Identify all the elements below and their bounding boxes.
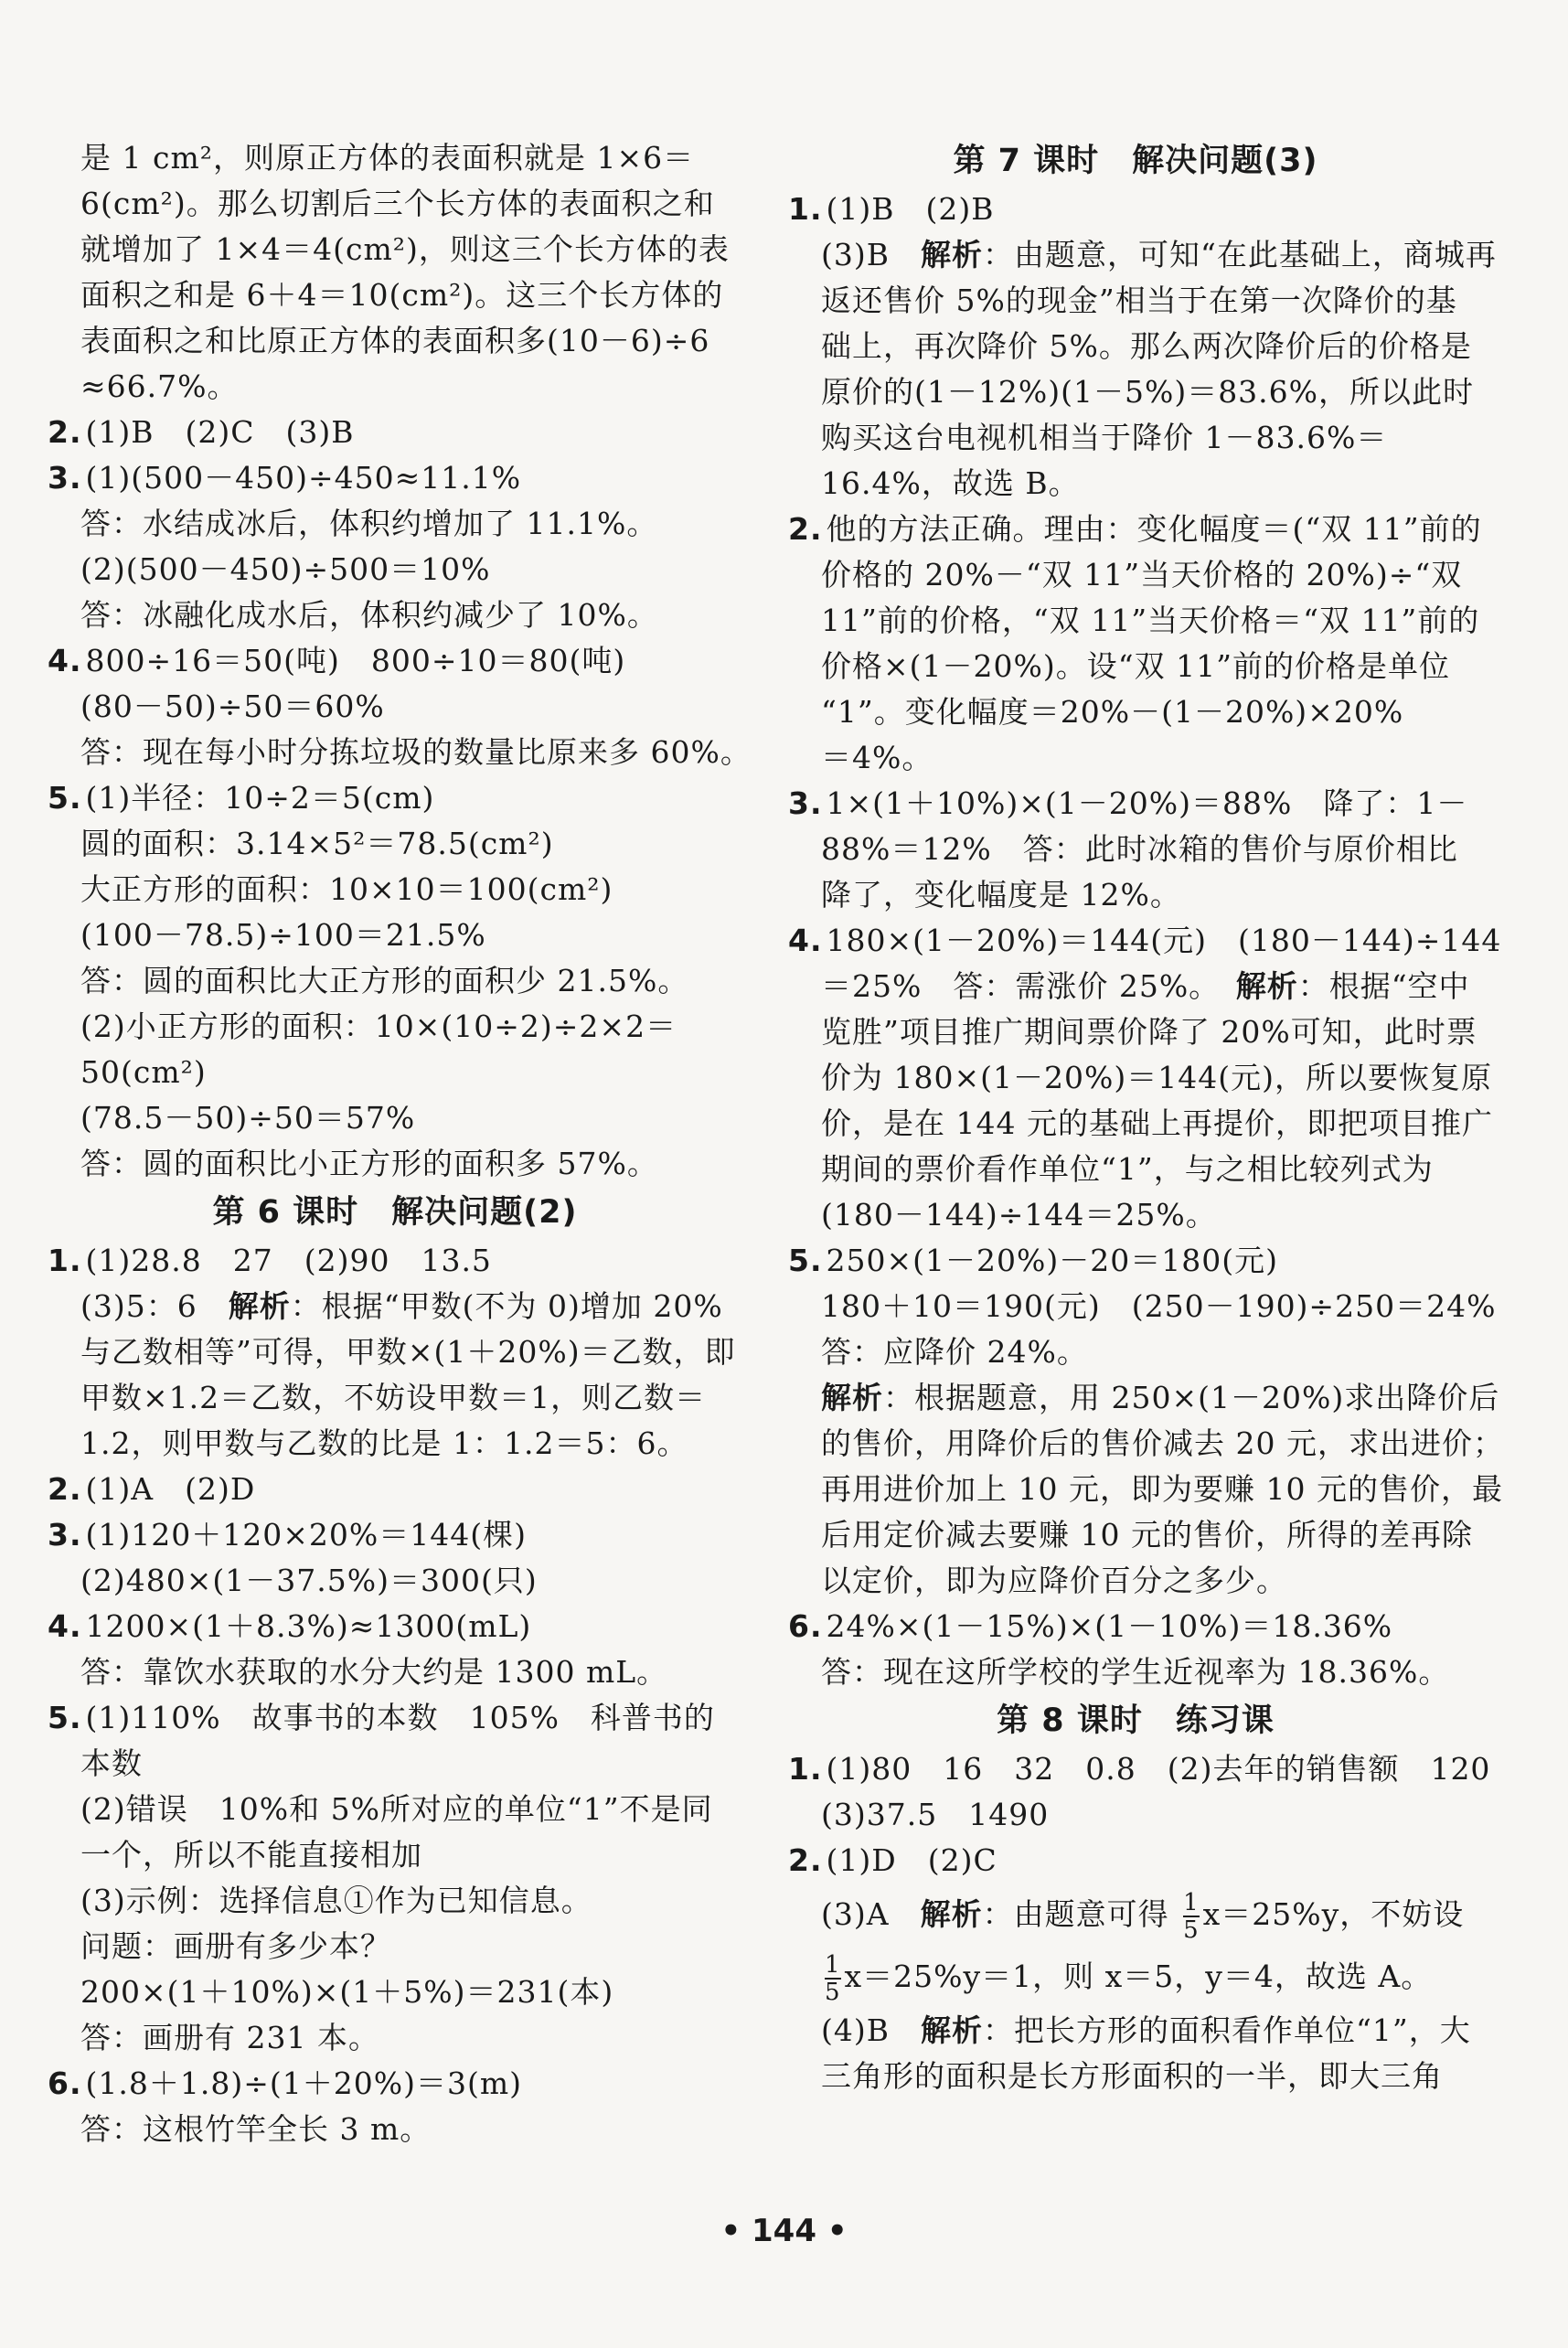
text-run: 价格的 20%－“双 11”当天价格的 20%)÷“双 [821, 557, 1463, 592]
answer-line [48, 227, 742, 272]
answer-line [48, 1004, 742, 1050]
question-number: 3. [48, 460, 82, 496]
answer-line [48, 1924, 742, 1969]
text-run: (2)小正方形的面积：10×(10÷2)÷2×2＝ [80, 1009, 677, 1044]
text-run: (1)80 16 32 0.8 (2)去年的销售额 120 [826, 1751, 1491, 1787]
answer-line [788, 1192, 1483, 1238]
answer-line [788, 781, 1483, 827]
text-run: (3)37.5 1490 [821, 1797, 1050, 1832]
text-run: (1)D (2)C [826, 1842, 997, 1878]
answer-line [48, 1558, 742, 1604]
text-run: 答：靠饮水获取的水分大约是 1300 mL。 [80, 1654, 668, 1690]
section-heading: 第 7 课时 解决问题(3) [953, 143, 1318, 179]
text-run: 价为 180×(1－20%)＝144(元)，所以要恢复原 [821, 1060, 1492, 1095]
answer-line [48, 318, 742, 364]
left-column [48, 135, 752, 2152]
text-run: (1.8＋1.8)÷(1＋20%)＝3(m) [85, 2065, 522, 2101]
answer-line [48, 684, 742, 730]
answer-line [788, 1147, 1483, 1192]
answer-line [788, 1421, 1504, 1467]
answer-line [788, 1946, 1483, 2008]
answer-line [788, 1284, 1497, 1329]
text-run: 础上，再次降价 5%。那么两次降价后的价格是 [821, 328, 1472, 364]
text-run: 24%×(1－15%)×(1－10%)＝18.36% [826, 1608, 1393, 1644]
text-run: 答：现在每小时分拣垃圾的数量比原来多 60%。 [80, 734, 752, 770]
text-run: 期间的票价看作单位“1”，与之相比较列式为 [821, 1151, 1434, 1187]
answer-line [48, 1878, 742, 1924]
text-run: 圆的面积：3.14×5²＝78.5(cm²) [80, 826, 554, 861]
text-run: (100－78.5)÷100＝21.5% [80, 917, 486, 953]
text-run: (1)半径：10÷2＝5(cm) [85, 780, 435, 816]
answer-line [788, 2008, 1483, 2054]
answer-line [48, 2061, 742, 2107]
answer-line [788, 415, 1483, 461]
answer-line [48, 547, 742, 592]
answer-line [788, 1055, 1492, 1101]
answer-line [48, 958, 742, 1004]
answer-line [788, 598, 1483, 644]
answer-line [48, 181, 742, 227]
answer-line [788, 644, 1483, 689]
answer-line [788, 689, 1483, 735]
text-run: 就增加了 1×4＝4(cm²)，则这三个长方体的表 [80, 231, 730, 267]
answer-line [788, 1649, 1483, 1695]
text-run: 答：应降价 24%。 [821, 1334, 1088, 1370]
analysis-label: 解析 [921, 2012, 983, 2048]
answer-line [788, 1101, 1493, 1147]
text-run: ：根据“空中 [1297, 968, 1470, 1004]
text-run: x＝25%y，不妨设 [1202, 1896, 1465, 1932]
text-run: 答：圆的面积比大正方形的面积少 21.5%。 [80, 963, 689, 998]
text-run: 购买这台电视机相当于降价 1－83.6%＝ [821, 420, 1388, 455]
text-run: 与乙数相等”可得，甲数×(1＋20%)＝乙数，即 [80, 1334, 736, 1370]
text-run: 16.4%，故选 B。 [821, 465, 1080, 501]
question-number: 3. [48, 1517, 82, 1553]
answer-line [48, 1512, 742, 1558]
answer-line [788, 1746, 1491, 1792]
text-run: ≈66.7%。 [80, 368, 239, 404]
question-number: 1. [48, 1243, 82, 1278]
answer-line [48, 1787, 742, 1832]
answer-line [788, 918, 1502, 964]
answer-line [788, 735, 1483, 781]
text-run: 答：冰融化成水后，体积约减少了 10%。 [80, 597, 658, 633]
text-run: ＝4%。 [821, 740, 933, 775]
answer-line [788, 1009, 1483, 1055]
answer-line [48, 410, 742, 455]
answer-line [48, 1695, 742, 1741]
question-number: 1. [788, 191, 823, 227]
text-run: (4)B [821, 2012, 921, 2048]
text-run: 原价的(1－12%)(1－5%)＝83.6%，所以此时 [821, 374, 1475, 410]
text-run: (1)(500－450)÷450≈11.1% [85, 460, 522, 496]
answer-line [788, 507, 1483, 552]
answer-line [788, 369, 1483, 415]
text-run: 200×(1＋10%)×(1＋5%)＝231(本) [80, 1974, 614, 2010]
answer-line [48, 638, 742, 684]
text-run: (1)120＋120×20%＝144(棵) [85, 1517, 527, 1553]
answer-line [48, 1832, 742, 1878]
answer-line [48, 1604, 742, 1649]
answer-line [48, 821, 742, 867]
analysis-label: 解析 [821, 1380, 883, 1415]
question-number: 6. [48, 2065, 82, 2101]
text-run: (2)480×(1－37.5%)＝300(只) [80, 1563, 538, 1598]
text-run: 本数 [80, 1745, 143, 1781]
text-run: 甲数×1.2＝乙数，不妨设甲数＝1，则乙数＝ [80, 1380, 707, 1415]
question-number: 6. [788, 1608, 823, 1644]
answer-line [788, 1558, 1483, 1604]
question-number: 4. [48, 1608, 82, 1644]
answer-line [788, 964, 1483, 1009]
answer-line [788, 232, 1497, 278]
text-run: 大正方形的面积：10×10＝100(cm²) [80, 871, 613, 907]
text-run: (1)110% 故事书的本数 105% 科普书的 [85, 1700, 715, 1735]
text-run: 的售价，用降价后的售价减去 20 元，求出进价； [821, 1425, 1504, 1461]
answer-line [788, 324, 1483, 369]
answer-line [788, 1238, 1483, 1284]
answer-line [48, 1741, 742, 1787]
answer-line [48, 775, 742, 821]
text-run: 1.2，则甲数与乙数的比是 1：1.2＝5：6。 [80, 1425, 688, 1461]
answer-line [48, 1467, 742, 1512]
text-run: ：由题意可得 [982, 1896, 1180, 1932]
question-number: 2. [48, 1471, 82, 1507]
answer-line [788, 1604, 1483, 1649]
answer-line [788, 2054, 1483, 2099]
answer-line [48, 1141, 742, 1187]
text-run: (1)A (2)D [85, 1471, 256, 1507]
text-run: 答：画册有 231 本。 [80, 2020, 379, 2055]
answer-line [48, 135, 742, 181]
answer-line [788, 278, 1483, 324]
text-run: 180＋10＝190(元) (250－190)÷250＝24% [821, 1288, 1497, 1324]
answer-line [48, 272, 742, 318]
answer-line [48, 730, 752, 775]
answer-line [788, 1792, 1483, 1838]
question-number: 5. [788, 1243, 823, 1278]
answer-line [48, 1421, 742, 1467]
analysis-label: 解析 [920, 1896, 983, 1932]
text-run: (1)B (2)C (3)B [85, 414, 355, 450]
answer-line [788, 552, 1483, 598]
text-run: 答：这根竹竿全长 3 m。 [80, 2111, 432, 2147]
question-number: 4. [48, 643, 82, 678]
question-number: 2. [788, 1842, 823, 1878]
analysis-label: 解析 [1235, 968, 1298, 1004]
fraction-numerator: 1 [825, 1951, 841, 1979]
section-heading: 第 8 课时 练习课 [997, 1702, 1275, 1739]
text-run: 览胜”项目推广期间票价降了 20%可知，此时票 [821, 1014, 1477, 1050]
text-run: (1)B (2)B [826, 191, 995, 227]
text-run: 88%＝12% 答：此时冰箱的售价与原价相比 [821, 831, 1458, 867]
answer-line [48, 1095, 742, 1141]
answer-line [48, 1050, 742, 1095]
question-number: 2. [48, 414, 82, 450]
text-run: 价格×(1－20%)。设“双 11”前的价格是单位 [821, 648, 1450, 684]
text-run: 三角形的面积是长方形面积的一半，即大三角 [821, 2058, 1443, 2094]
text-run: ：把长方形的面积看作单位“1”，大 [983, 2012, 1471, 2048]
answer-line [788, 1512, 1483, 1558]
answer-line [48, 867, 742, 913]
right-column [788, 135, 1504, 2099]
answer-line [48, 1969, 742, 2015]
text-run: ：由题意，可知“在此基础上，商城再 [983, 237, 1497, 272]
answer-line [48, 1375, 742, 1421]
answer-line [788, 1884, 1483, 1946]
text-run: 表面积之和比原正方体的表面积多(10－6)÷6 [80, 323, 710, 358]
text-run: 以定价，即为应降价百分之多少。 [821, 1563, 1287, 1598]
text-run: 他的方法正确。理由：变化幅度＝(“双 11”前的 [826, 511, 1482, 547]
analysis-label: 解析 [228, 1288, 291, 1324]
text-run: 是 1 cm²，则原正方体的表面积就是 1×6＝ [80, 140, 695, 176]
fraction-denominator: 5 [825, 1979, 841, 2006]
answer-line [788, 872, 1483, 918]
text-run: ：根据题意，用 250×(1－20%)求出降价后 [883, 1380, 1500, 1415]
answer-line [48, 1649, 742, 1695]
answer-line [48, 2015, 742, 2061]
text-run: 答：水结成冰后，体积约增加了 11.1%。 [80, 506, 658, 541]
fraction [1183, 1890, 1200, 1943]
text-run: 答：现在这所学校的学生近视率为 18.36%。 [821, 1654, 1450, 1690]
answer-line [48, 1238, 742, 1284]
text-run: 800÷16＝50(吨) 800÷10＝80(吨) [85, 643, 626, 678]
answer-line [48, 364, 742, 410]
text-run: 250×(1－20%)－20＝180(元) [826, 1243, 1278, 1278]
question-number: 5. [48, 1700, 82, 1735]
text-run: 11”前的价格，“双 11”当天价格＝“双 11”前的 [821, 603, 1480, 638]
text-run: (2)错误 10%和 5%所对应的单位“1”不是同 [80, 1791, 713, 1827]
text-run: (2)(500－450)÷500＝10% [80, 551, 491, 587]
answer-line [788, 461, 1483, 507]
question-number: 4. [788, 923, 823, 958]
answer-line [788, 187, 1483, 232]
question-number: 5. [48, 780, 82, 816]
answer-line [788, 1329, 1483, 1375]
fraction [825, 1952, 841, 2005]
text-run: 180×(1－20%)＝144(元) (180－144)÷144 [826, 923, 1502, 958]
text-run: 6(cm²)。那么切割后三个长方体的表面积之和 [80, 186, 715, 221]
answer-line [48, 1284, 742, 1329]
text-run: 答：圆的面积比小正方形的面积多 57%。 [80, 1146, 658, 1181]
text-run: (3)A [821, 1896, 921, 1932]
answer-line [48, 2107, 742, 2152]
page-number: • 144 • [720, 2213, 848, 2249]
answer-line [788, 1375, 1500, 1421]
text-run: 一个，所以不能直接相加 [80, 1837, 422, 1873]
question-number: 2. [788, 511, 823, 547]
fraction-denominator: 5 [1183, 1916, 1200, 1944]
text-run: 50(cm²) [80, 1054, 207, 1090]
text-run: 降了，变化幅度是 12%。 [821, 877, 1181, 913]
text-run: (78.5－50)÷50＝57% [80, 1100, 416, 1136]
text-run: (3)B [821, 237, 921, 272]
text-run: 再用进价加上 10 元，即为要赚 10 元的售价，最 [821, 1471, 1503, 1507]
text-run: (180－144)÷144＝25%。 [821, 1197, 1217, 1233]
text-run: 返还售价 5%的现金”相当于在第一次降价的基 [821, 283, 1457, 318]
text-run: 面积之和是 6＋4＝10(cm²)。这三个长方体的 [80, 277, 724, 313]
text-run: ＝25% 答：需涨价 25%。 [821, 968, 1236, 1004]
text-run: (80－50)÷50＝60% [80, 688, 385, 724]
text-run: ：根据“甲数(不为 0)增加 20% [290, 1288, 723, 1324]
text-run: x＝25%y＝1，则 x＝5，y＝4，故选 A。 [844, 1958, 1433, 1994]
text-run: (3)示例：选择信息①作为已知信息。 [80, 1883, 592, 1918]
answer-line [48, 455, 742, 501]
answer-line [48, 592, 742, 638]
text-run: 价，是在 144 元的基础上再提价，即把项目推广 [821, 1105, 1493, 1141]
text-run: 1200×(1＋8.3%)≈1300(mL) [85, 1608, 532, 1644]
text-run: (3)5：6 [80, 1288, 229, 1324]
answer-line [788, 1838, 1483, 1884]
answer-line [788, 827, 1483, 872]
section-heading: 第 6 课时 解决问题(2) [212, 1194, 578, 1231]
text-run: “1”。变化幅度＝20%－(1－20%)×20% [821, 694, 1404, 730]
answer-line [48, 913, 742, 958]
analysis-label: 解析 [921, 237, 983, 272]
text-run: 后用定价减去要赚 10 元的售价，所得的差再除 [821, 1517, 1473, 1553]
answer-line [788, 1467, 1503, 1512]
text-run: (1)28.8 27 (2)90 13.5 [85, 1243, 492, 1278]
text-run: 问题：画册有多少本？ [80, 1928, 391, 1964]
fraction-numerator: 1 [1183, 1889, 1200, 1916]
question-number: 1. [788, 1751, 823, 1787]
text-run: 1×(1＋10%)×(1－20%)＝88% 降了：1－ [826, 785, 1468, 821]
question-number: 3. [788, 785, 823, 821]
answer-line [48, 501, 742, 547]
answer-line [48, 1329, 742, 1375]
